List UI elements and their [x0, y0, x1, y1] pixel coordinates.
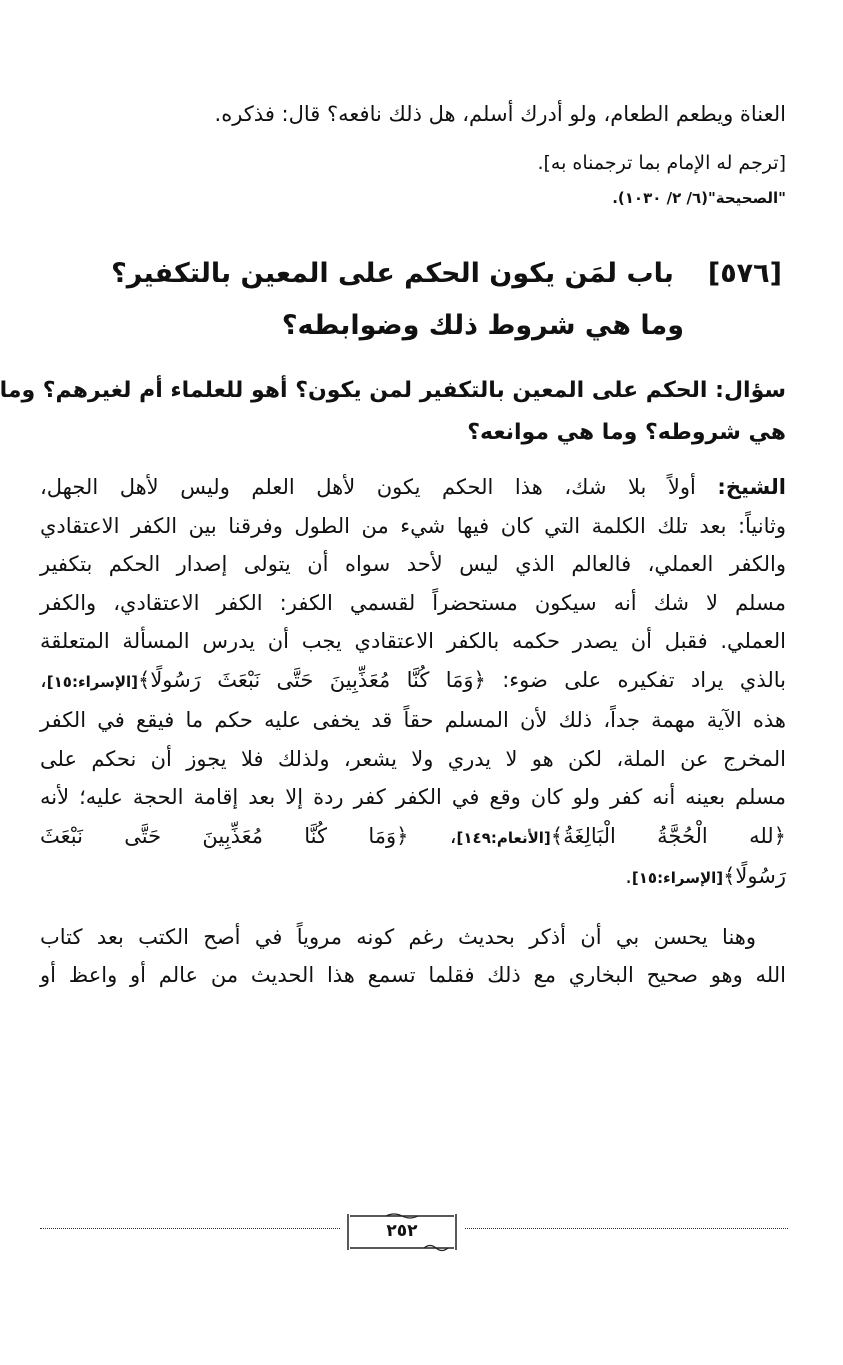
page-number-frame	[346, 1212, 458, 1252]
text-line: العناة ويطعم الطعام، ولو أدرك أسلم، هل ذلك نافعه؟ قال: فذكره.	[214, 102, 786, 126]
quran-verse: ﴿وَمَا كُنَّا مُعَذِّبِينَ حَتَّى نَبْعَثَ	[40, 823, 409, 848]
closing-paragraph	[40, 918, 786, 994]
answer-line-9: مسلم بعينه أنه كفر ولو كان وقع في الكفر كفر ردة إلا بعد إقامة الحجة عليه؛ لأنه	[40, 785, 786, 809]
answer-line-3: والكفر العملي، فالعالم الذي ليس لأحد سواه أن يتولى إصدار الحكم بتكفير	[40, 552, 786, 576]
verse-reference: [الإسراء:١٥]	[631, 869, 724, 887]
quran-verse: ﴿لله الْحُجَّةُ الْبَالِغَةُ﴾	[550, 823, 786, 848]
source-reference: "الصحيحة"(٦/ ٢/ ١٠٣٠).	[612, 189, 786, 207]
chapter-heading	[40, 248, 786, 352]
page-body	[0, 96, 786, 994]
answer-line-7: هذه الآية مهمة جداً، ذلك لأن المسلم حقاً قد يخفى عليه حكم ما فيقع في الكفر	[40, 708, 786, 732]
answer-line-2: وثانياً: بعد تلك الكلمة التي كان فيها شيء من الطول وفرقنا بين الكفر الاعتقادي	[40, 513, 786, 538]
chapter-title-line-2: وما هي شروط ذلك وضوابطه؟	[281, 310, 684, 341]
quran-verse: رَسُولًا﴾	[723, 864, 786, 888]
question-speaker: سؤال:	[715, 378, 786, 403]
closing-line-1: وهنا يحسن بي أن أذكر بحديث رغم كونه مروياً في أصح الكتب بعد كتاب	[40, 924, 756, 949]
answer-block	[40, 468, 786, 898]
chapter-title-text-1: باب لمَن يكون الحكم على المعين بالتكفير؟	[111, 258, 674, 289]
page-footer	[40, 1212, 788, 1256]
quran-verse: ﴿وَمَا كُنَّا مُعَذِّبِينَ حَتَّى نَبْعَثَ رَسُولًا﴾	[138, 667, 486, 692]
punctuation: ،	[449, 823, 457, 848]
question-text-1: الحكم على المعين بالتكفير لمن يكون؟ أهو للعلماء أم لغيرهم؟ وما	[0, 378, 708, 403]
top-paragraph	[40, 96, 786, 132]
answer-line-4: مسلم لا شك أنه سيكون مستحضراً لقسمي الكفر: الكفر الاعتقادي، والكفر	[40, 590, 786, 615]
translator-note: [ترجم له الإمام بما ترجمناه به].	[537, 152, 786, 174]
page-number: ٢٥٢	[386, 1221, 418, 1241]
dotted-rule-left	[40, 1228, 340, 1229]
closing-line-2: الله وهو صحيح البخاري مع ذلك فقلما تسمع هذا الحديث من عالم أو واعظ أو	[40, 962, 786, 987]
answer-line-6	[40, 661, 786, 702]
chapter-number: [٥٧٦]	[707, 258, 782, 289]
answer-line-8: المخرج عن الملة، لكن هو لا يدري ولا يشعر، ولذلك فلا يجوز أن نحكم على	[40, 746, 786, 771]
answer-speaker: الشيخ:	[717, 475, 786, 499]
question-line-2: هي شروطه؟ وما هي موانعه؟	[467, 420, 786, 445]
punctuation: .	[625, 864, 632, 888]
answer-line-10	[40, 817, 786, 858]
answer-text-6: بالذي يراد تفكيره على ضوء:	[502, 667, 786, 692]
answer-line-5: العملي. فقبل أن يصدر حكمه بالكفر الاعتقادي يجب أن يدرس المسألة المتعلقة	[40, 629, 786, 653]
answer-line-11	[40, 857, 786, 898]
question-line-1	[0, 370, 786, 412]
verse-reference: [الأنعام:١٤٩]	[456, 828, 551, 847]
answer-text-1: أولاً بلا شك، هذا الحكم يكون لأهل العلم وليس لأهل الجهل،	[40, 475, 696, 499]
punctuation: ،	[40, 667, 47, 692]
dotted-rule-right	[465, 1228, 788, 1229]
verse-reference: [الإسراء:١٥]	[46, 672, 139, 691]
question-block	[0, 370, 786, 454]
answer-line-1	[40, 468, 786, 507]
chapter-title-line-1	[40, 248, 786, 300]
